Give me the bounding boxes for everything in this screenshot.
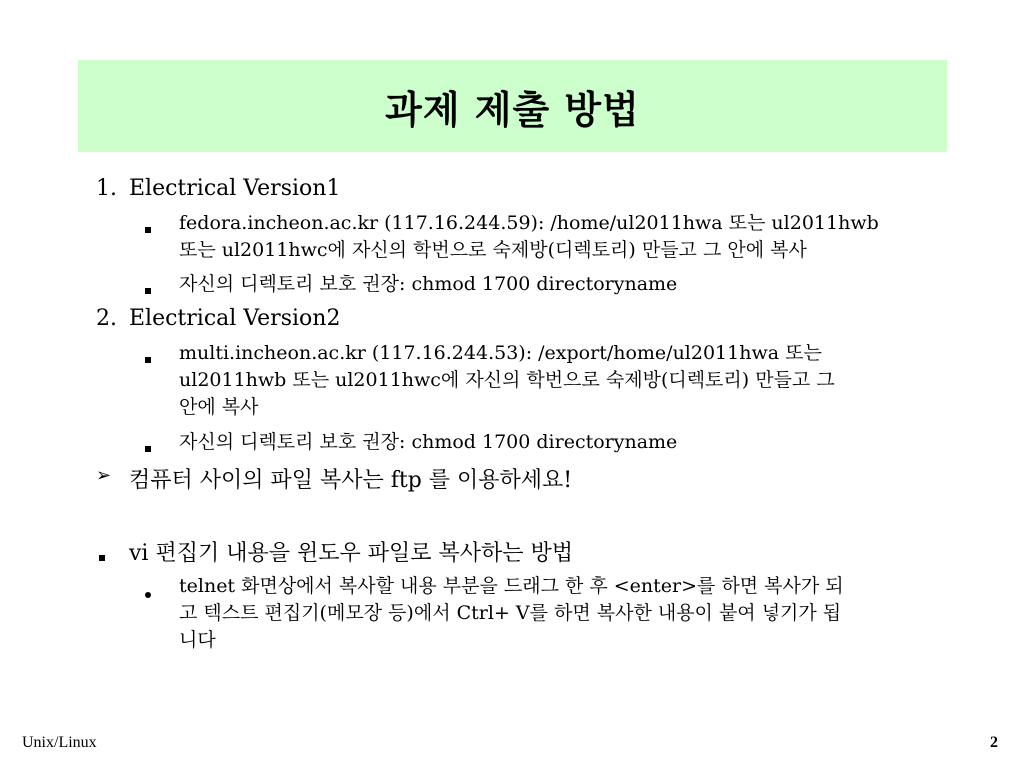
square-bullet-icon: [145, 218, 151, 237]
square-bullet-icon: [145, 437, 151, 456]
list-item-text: telnet 화면상에서 복사할 내용 부분을 드래그 한 후 <enter>를 하면 복사가 되: [179, 575, 844, 597]
list-item-text: 니다: [179, 629, 216, 651]
list-item-text: 또는 ul2011hwc에 자신의 학번으로 숙제방(디렉토리) 만들고 그 안에 복사: [179, 239, 807, 261]
list-item-heading: Electrical Version2: [129, 306, 341, 331]
list-item-text: 안에 복사: [179, 396, 259, 418]
slide-title: 과제 제출 방법: [385, 86, 640, 132]
square-bullet-icon: [145, 279, 151, 298]
square-bullet-icon: [145, 348, 151, 367]
list-item-text: fedora.incheon.ac.kr (117.16.244.59): /home/ul2011hwa 또는 ul2011hwb: [179, 212, 879, 234]
list-item-text: multi.incheon.ac.kr (117.16.244.53): /export/home/ul2011hwa 또는: [179, 342, 822, 364]
round-bullet-icon: [145, 583, 151, 602]
title-box: [78, 60, 947, 152]
list-item-heading: Electrical Version1: [129, 176, 341, 201]
list-item-text: 자신의 디렉토리 보호 권장: chmod 1700 directoryname: [179, 431, 678, 453]
list-item-text: ul2011hwb 또는 ul2011hwc에 자신의 학번으로 숙제방(디렉토리) 만들고 그: [179, 369, 835, 391]
list-item-heading: vi 편집기 내용을 윈도우 파일로 복사하는 방법: [129, 541, 573, 566]
page-number: 2: [990, 734, 998, 751]
list-item-heading: 컴퓨터 사이의 파일 복사는 ftp 를 이용하세요!: [129, 468, 573, 493]
list-item-text: 고 텍스트 편집기(메모장 등)에서 Ctrl+ V를 하면 복사한 내용이 붙여 넣기가 됩: [179, 602, 842, 624]
footer-label: Unix/Linux: [22, 734, 97, 751]
list-number: 2.: [96, 306, 117, 331]
list-item-text: 자신의 디렉토리 보호 권장: chmod 1700 directoryname: [179, 273, 678, 295]
arrow-bullet-icon: ➢: [96, 465, 112, 486]
square-bullet-icon: [99, 546, 105, 565]
list-number: 1.: [96, 176, 117, 201]
